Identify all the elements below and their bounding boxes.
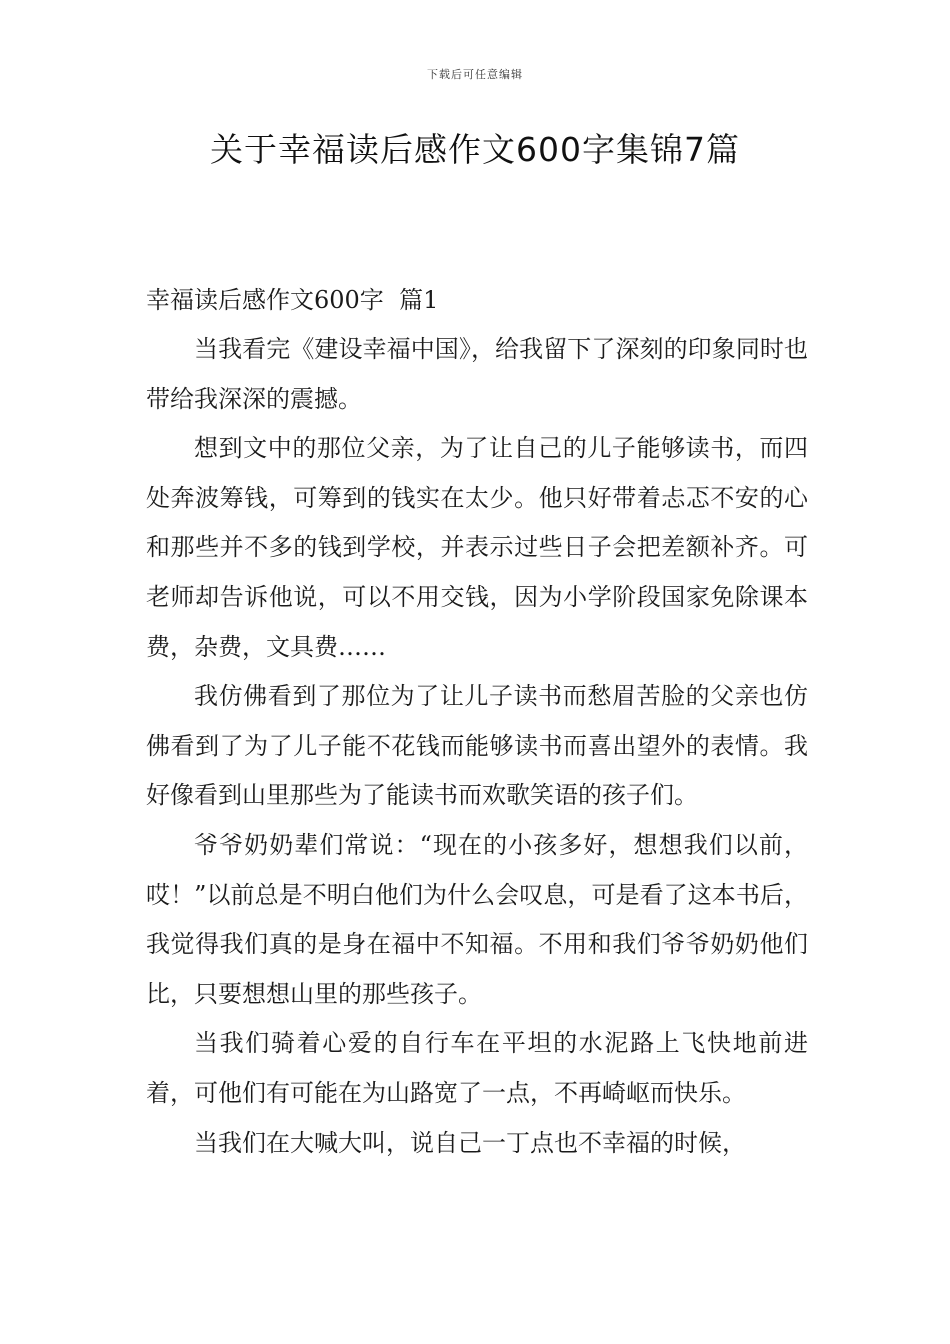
document-title: 关于幸福读后感作文600字集锦7篇 [210, 130, 740, 169]
essay-body [146, 280, 808, 1168]
paragraph: 当我们在大喊大叫，说自己一丁点也不幸福的时候， [194, 1128, 746, 1157]
section-heading: 幸福读后感作文600字 篇1 [146, 286, 439, 314]
header-note: 下载后可任意编辑 [427, 68, 523, 81]
paragraph: 我仿佛看到了那位为了让儿子读书而愁眉苦脸的父亲也仿佛看到了为了儿子能不花钱而能够读书而喜出望外的表情。我好像看到山里那些为了能读书而欢歌笑语的孩子们。 [146, 682, 808, 810]
paragraph: 想到文中的那位父亲，为了让自己的儿子能够读书，而四处奔波筹钱，可筹到的钱实在太少。他只好带着忐忑不安的心和那些并不多的钱到学校，并表示过些日子会把差额补齐。可老师却告诉他说，可以不用交钱，因为小学阶段国家免除课本费，杂费，文具费…… [146, 434, 808, 661]
paragraph: 爷爷奶奶辈们常说：“现在的小孩多好，想想我们以前，哎！”以前总是不明白他们为什么会叹息，可是看了这本书后，我觉得我们真的是身在福中不知福。不用和我们爷爷奶奶他们比，只要想想山里的那些孩子。 [146, 830, 808, 1008]
paragraph: 当我们骑着心爱的自行车在平坦的水泥路上飞快地前进着，可他们有可能在为山路宽了一点，不再崎岖而快乐。 [146, 1029, 808, 1107]
paragraph: 当我看完《建设幸福中国》，给我留下了深刻的印象同时也带给我深深的震撼。 [146, 335, 808, 413]
